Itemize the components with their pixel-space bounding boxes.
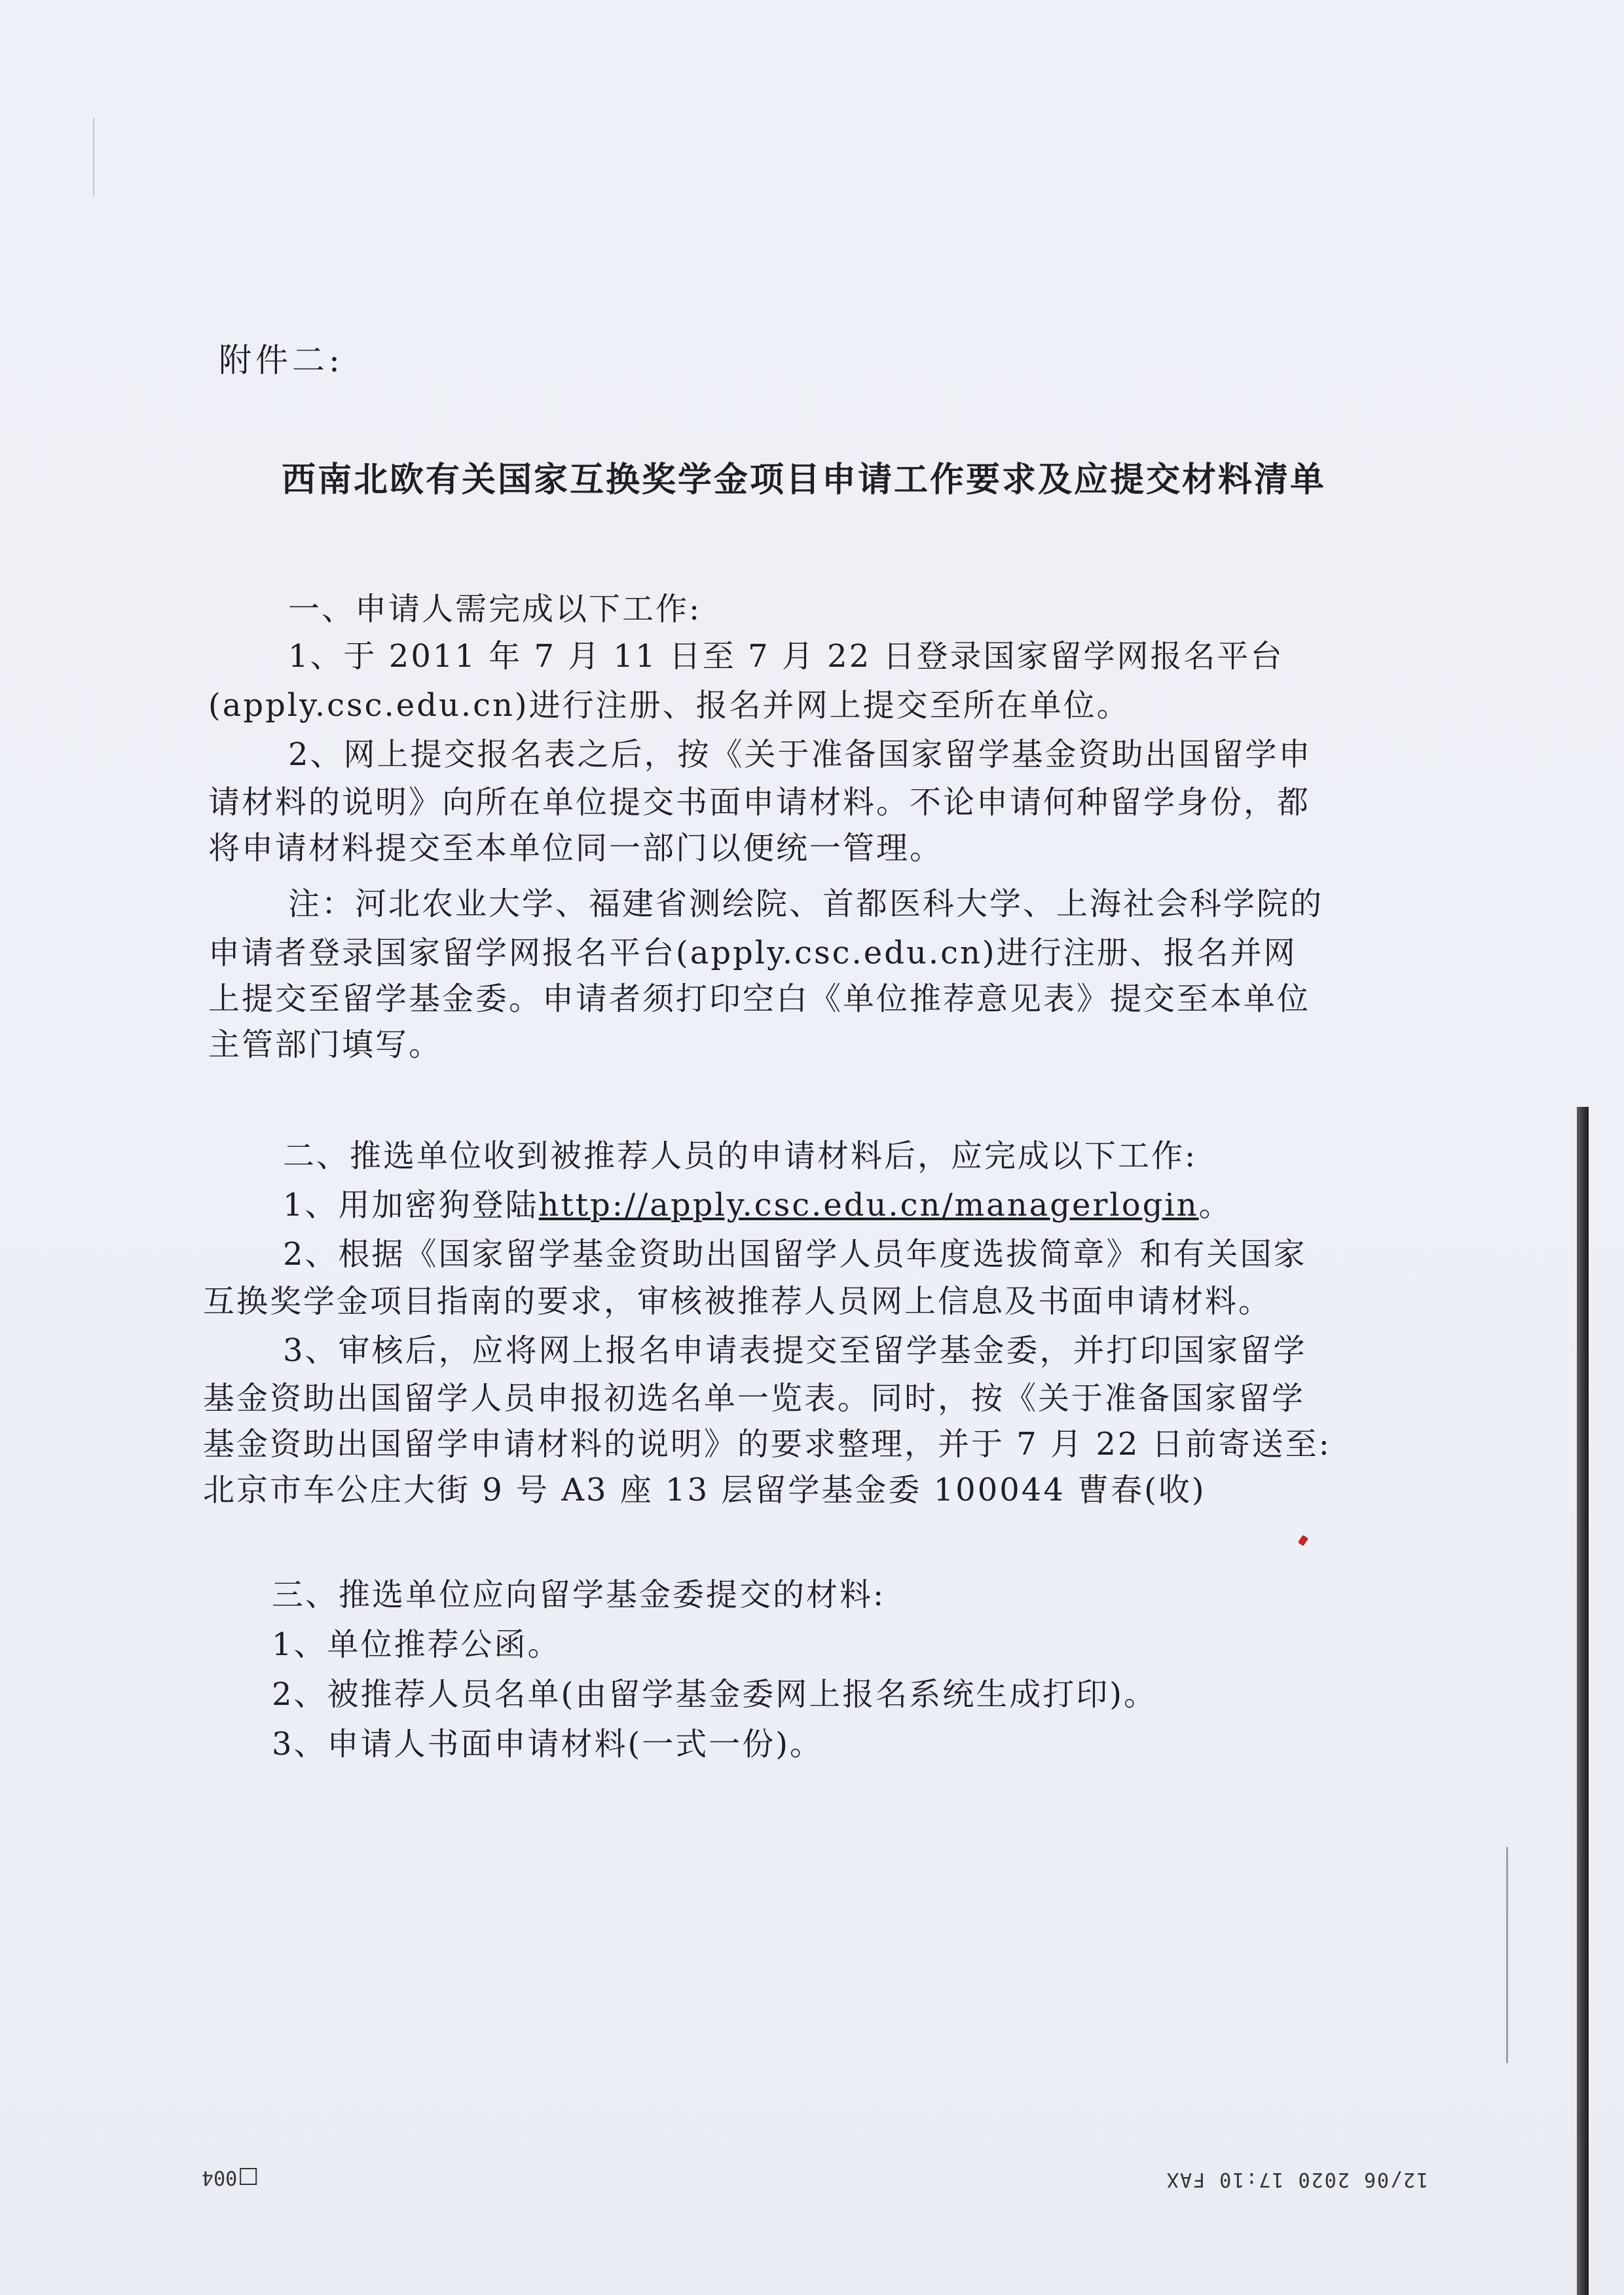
section1-item1-line1: 1、于 2011 年 7 月 11 日至 7 月 22 日登录国家留学网报名平台 [288,638,1284,675]
section2-item1-prefix: 1、用加密狗登陆 [283,1187,539,1223]
scan-edge-shadow [1577,1107,1589,2295]
section3-heading: 三、推选单位应向留学基金委提交的材料: [272,1577,886,1613]
section1-item2-line2: 请材料的说明》向所在单位提交书面申请材料。不论申请何种留学身份，都 [208,784,1311,821]
section1 [288,586,701,632]
section1-item2-cont [208,779,1310,871]
section3-item3: 3、申请人书面申请材料(一式一份)。 [272,1726,823,1763]
scan-edge-line [1506,1847,1508,2063]
section2-item3-cont [203,1375,1331,1513]
section2-item1 [283,1182,1232,1228]
scan-edge-line-left [93,118,94,196]
section2-item1-suffix: 。 [1198,1187,1232,1223]
section1-note-line1: 注：河北农业大学、福建省测绘院、首都医科大学、上海社会科学院的 [288,886,1324,922]
section2-heading-wrap [283,1133,1197,1179]
section2-heading: 二、推选单位收到被推荐人员的申请材料后，应完成以下工作: [283,1138,1198,1174]
section1-note [288,881,1323,927]
attachment-label: 附件二: [219,341,344,379]
section2-item3-line3: 基金资助出国留学申请材料的说明》的要求整理，并于 7 月 22 日前寄送至: [203,1426,1331,1463]
fax-header: 12/06 2020 17:10 FAX [1166,2168,1429,2191]
section2-item3-line2: 基金资助出国留学人员申报初选名单一览表。同时，按《关于准备国家留学 [203,1380,1306,1417]
section1-note-line3: 上提交至留学基金委。申请者须打印空白《单位推荐意见表》提交至本单位 [208,980,1311,1017]
section1-item1-line2: (apply.csc.edu.cn)进行注册、报名并网上提交至所在单位。 [208,687,1130,724]
section1-heading: 一、申请人需完成以下工作: [288,591,702,627]
fax-page-text: 004 [202,2166,238,2189]
section1-item2-line1: 2、网上提交报名表之后，按《关于准备国家留学基金资助出国留学申 [288,736,1312,773]
section2-item3 [283,1328,1307,1373]
red-ink-mark [1298,1535,1308,1546]
document-title: 西南北欧有关国家互换奖学金项目申请工作要求及应提交材料清单 [282,460,1327,500]
section3-item1: 1、单位推荐公函。 [272,1626,561,1663]
manager-login-link[interactable]: http://apply.csc.edu.cn/managerlogin [538,1187,1199,1223]
fax-page-icon [240,2169,257,2186]
fax-page-number [202,2166,257,2189]
section2-item3-line1: 3、审核后，应将网上报名申请表提交至留学基金委，并打印国家留学 [283,1332,1307,1369]
section3-item2: 2、被推荐人员名单(由留学基金委网上报名系统生成打印)。 [272,1676,1157,1713]
section2-item2-line1: 2、根据《国家留学基金资助出国留学人员年度选拔简章》和有关国家 [283,1236,1307,1273]
section2-item2-line2: 互换奖学金项目指南的要求，审核被推荐人员网上信息及书面申请材料。 [203,1283,1272,1320]
section1-note-line2: 申请者登录国家留学网报名平台(apply.csc.edu.cn)进行注册、报名并网 [208,935,1297,971]
section1-item1-cont [208,682,1130,728]
section1-note-cont [208,930,1310,1068]
section1-note-line4: 主管部门填写。 [208,1026,443,1063]
section1-item2-line3: 将申请材料提交至本单位同一部门以便统一管理。 [208,830,944,867]
section1-item1 [288,633,1284,679]
section2-item2 [283,1231,1307,1277]
section2-item3-line4: 北京市车公庄大街 9 号 A3 座 13 层留学基金委 100044 曹春(收) [203,1472,1206,1508]
section2-item2-cont [203,1278,1272,1324]
section3 [272,1572,1157,1767]
section1-item2 [288,732,1312,777]
